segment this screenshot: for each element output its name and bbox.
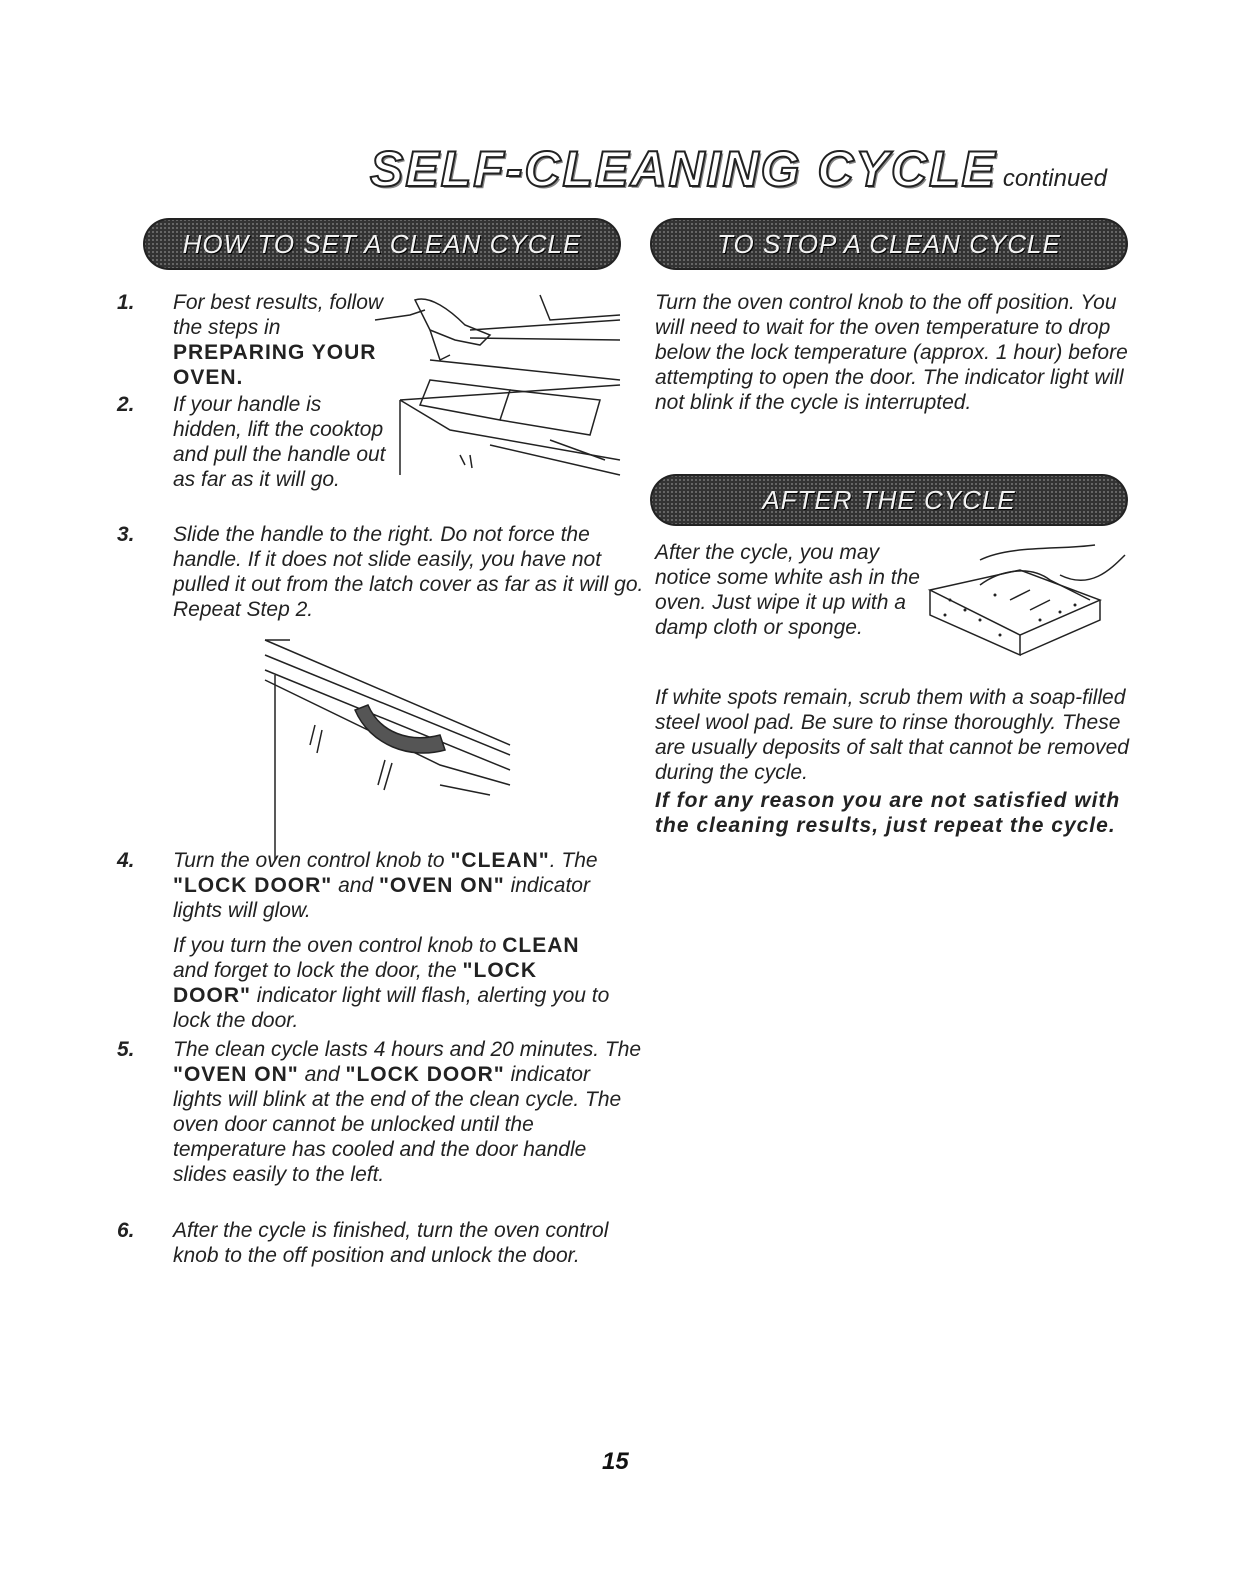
- section-header-set-cycle: [143, 218, 621, 270]
- page-number: 15: [602, 1448, 629, 1475]
- step-4-note: If you turn the oven control knob to CLEAN and forget to lock the door, the "LOCK DOOR" indicator light will flash, alerting you to lock the door.: [173, 934, 610, 1032]
- after-cycle-text-2: If white spots remain, scrub them with a soap-filled steel wool pad. Be sure to rinse thoroughly. These are usually deposits of salt that cannot be removed during the cycle.: [655, 686, 1129, 784]
- title-main: SELF-CLEANING CYCLE: [370, 141, 997, 197]
- title-sub: continued: [1002, 165, 1107, 192]
- section-header-stop-cycle: [650, 218, 1128, 270]
- section-header-label: TO STOP A CLEAN CYCLE: [717, 228, 1061, 259]
- step-2: 2. If your handle is hidden, lift the cooktop and pull the handle out as far as it will go.: [117, 393, 386, 491]
- stop-cycle-text: Turn the oven control knob to the off position. You will need to wait for the oven temperature to drop below the lock temperature (approx. 1 hour) before attempting to open the door. The indicator light will not blink if the cycle is interrupted.: [655, 291, 1128, 414]
- step-5: 5. The clean cycle lasts 4 hours and 20 minutes. The "OVEN ON" and "LOCK DOOR" indicator lights will blink at the end of the clean cycle. The oven door cannot be unlocked until the temperature has cooled and the door handle slides easily to the left.: [117, 1038, 642, 1186]
- section-header-label: HOW TO SET A CLEAN CYCLE: [182, 228, 582, 259]
- section-header-label: AFTER THE CYCLE: [762, 484, 1016, 515]
- after-cycle-bold-note: If for any reason you are not satisfied with the cleaning results, just repeat the cycle.: [655, 789, 1121, 837]
- handle-slide-illustration: [260, 635, 520, 860]
- step-4: 4. Turn the oven control knob to "CLEAN". The "LOCK DOOR" and "OVEN ON" indicator lights will glow.: [117, 849, 598, 922]
- cooktop-lift-illustration: [370, 290, 625, 495]
- sponge-illustration: [920, 540, 1130, 660]
- section-header-after-cycle: [650, 474, 1128, 526]
- step-6: 6. After the cycle is finished, turn the oven control knob to the off position and unlock the door.: [117, 1219, 609, 1267]
- step-1: 1. For best results, follow the steps in PREPARING YOUR OVEN.: [117, 291, 384, 389]
- after-cycle-text-1: After the cycle, you may notice some white ash in the oven. Just wipe it up with a damp cloth or sponge.: [655, 541, 920, 639]
- step-3: 3. Slide the handle to the right. Do not force the handle. If it does not slide easily, you have not pulled it out from the latch cover as far as it will go. Repeat Step 2.: [117, 523, 644, 621]
- page-title: [370, 140, 1107, 198]
